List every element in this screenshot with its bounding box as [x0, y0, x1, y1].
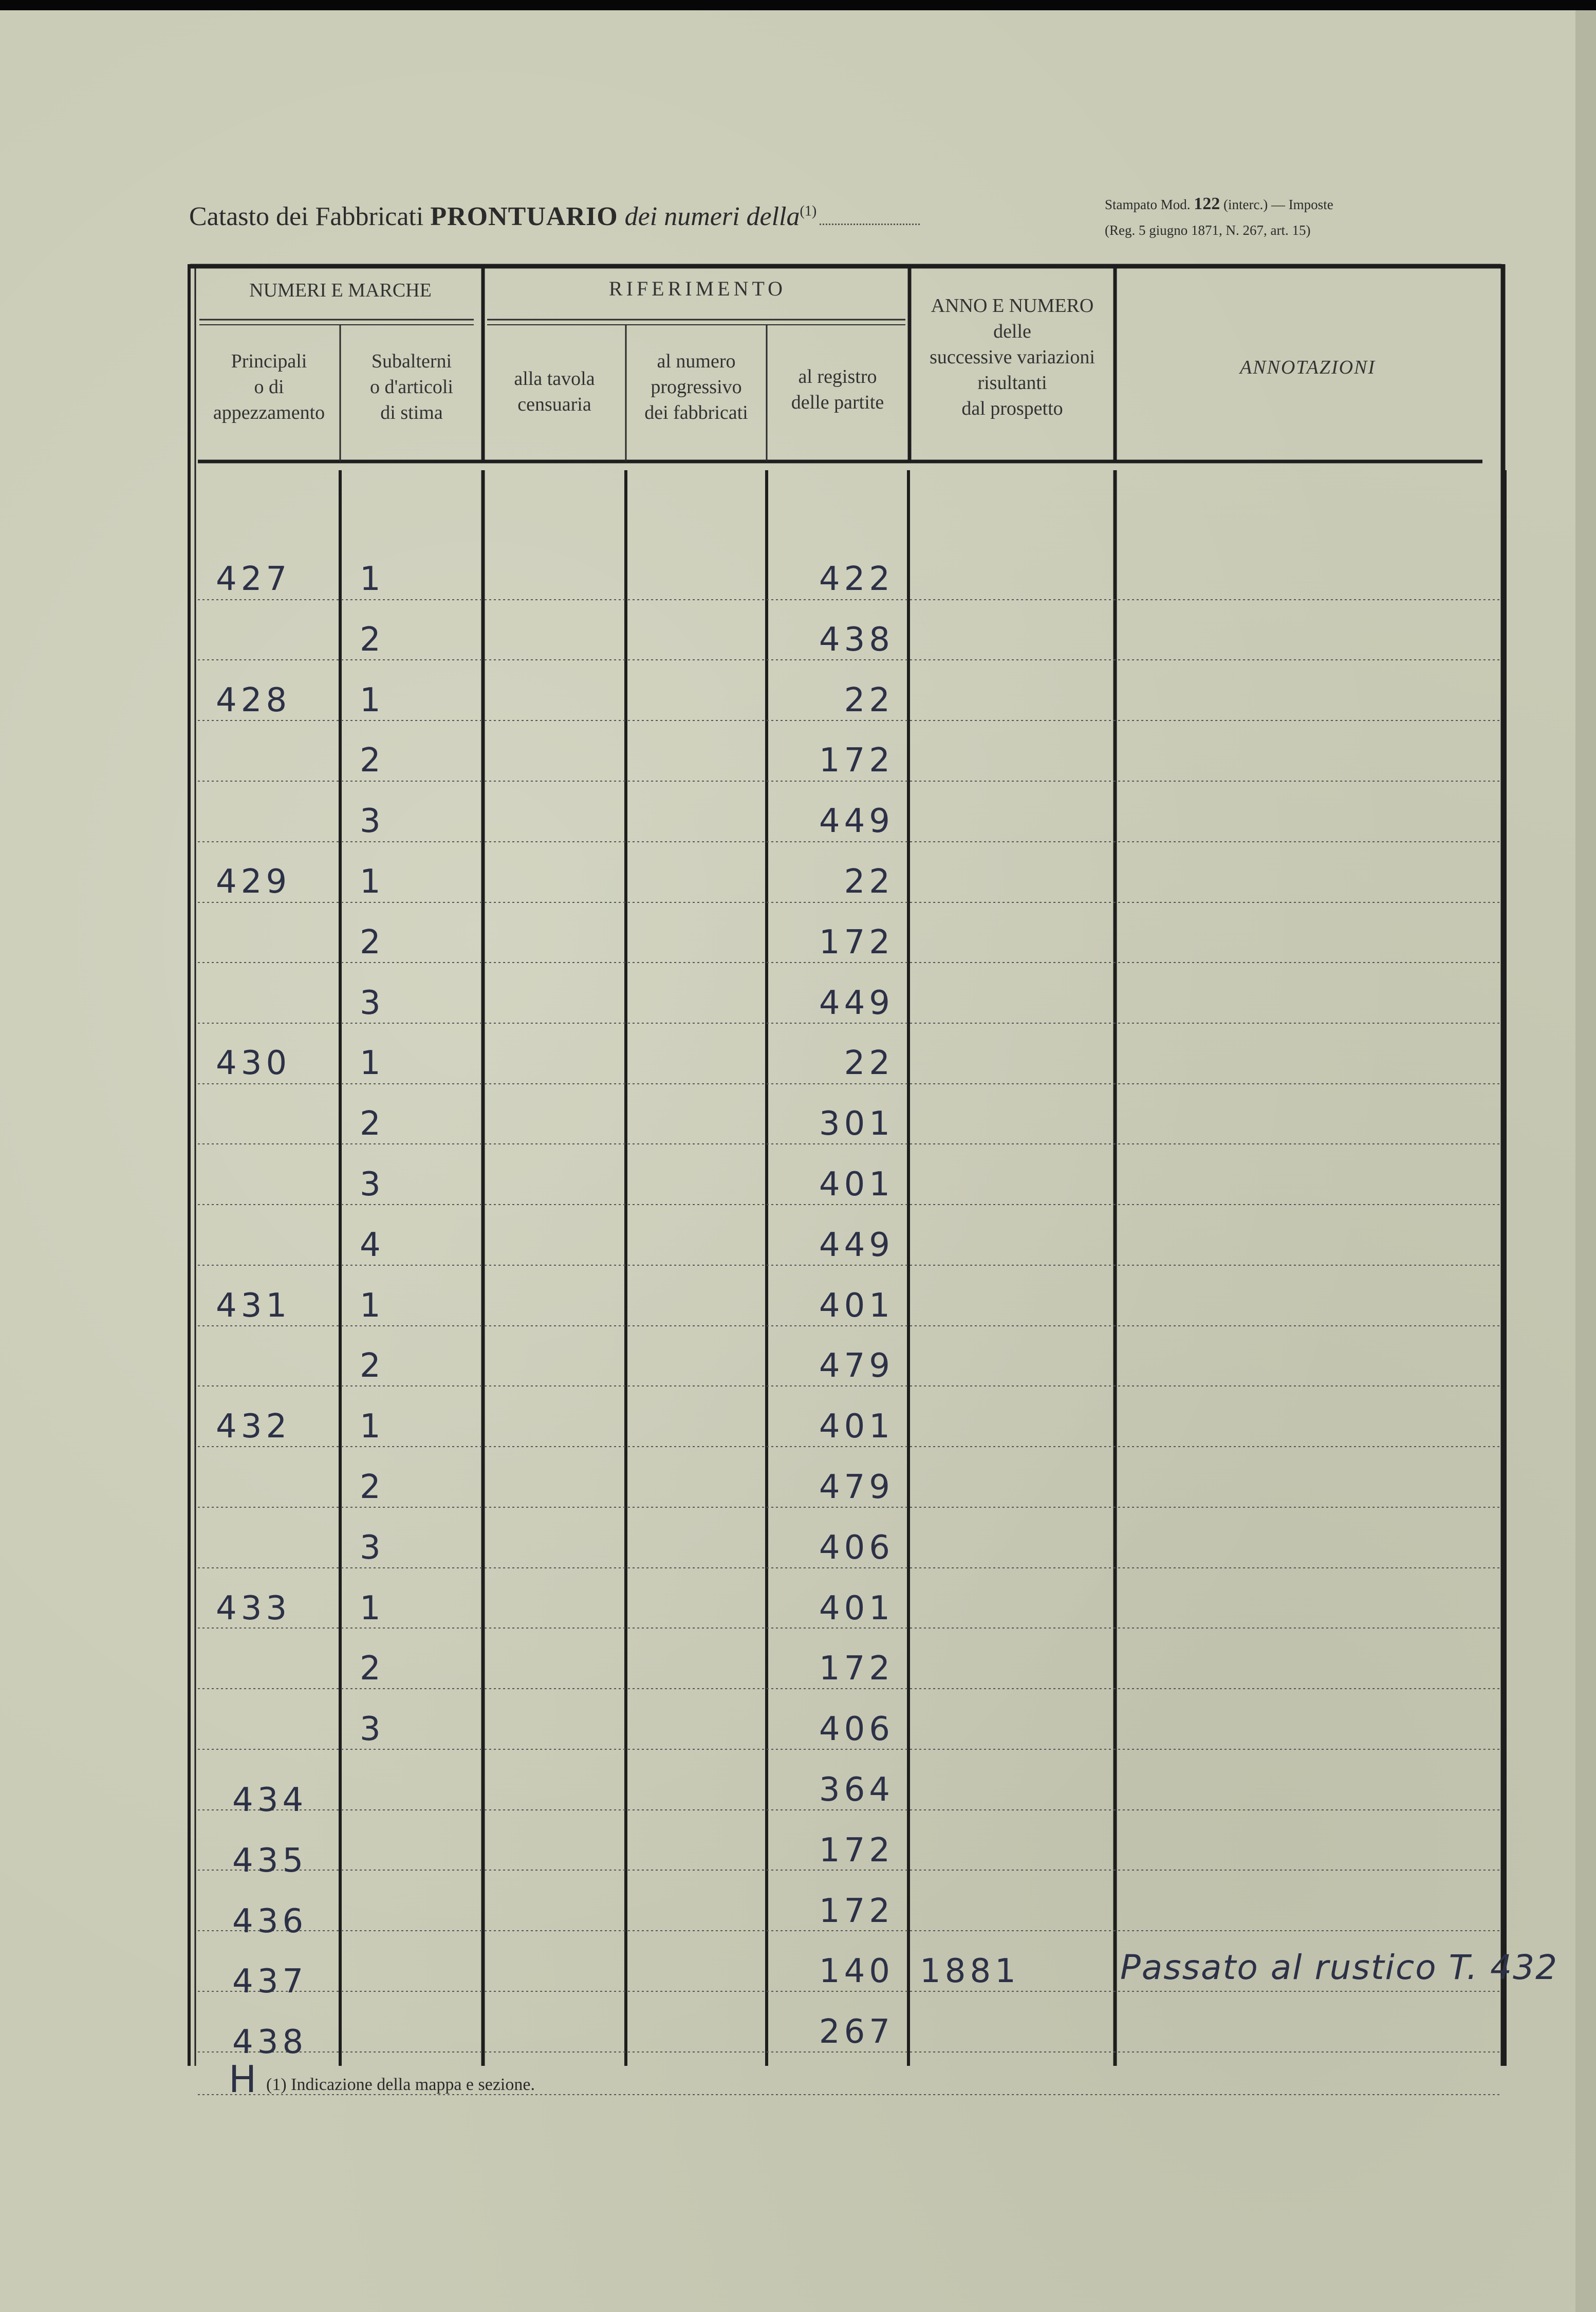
cell-registro: 172: [819, 1650, 894, 1688]
header-riferimento: RIFERIMENTO: [608, 277, 787, 300]
title-bold: PRONTUARIO: [430, 202, 618, 231]
cell-registro: 172: [819, 742, 894, 780]
header-subalterni-line3: di stima: [380, 402, 443, 423]
cell-registro: 401: [819, 1287, 894, 1325]
cell-registro: 406: [819, 1529, 894, 1567]
header-anno-line2: delle: [993, 321, 1031, 342]
header-subalterni-line2: o d'articoli: [370, 376, 453, 398]
header-principali-line2: o di: [254, 376, 284, 398]
cell-subalterno: 4: [360, 1226, 385, 1264]
cell-principale: 430: [216, 1044, 291, 1082]
header-progressivo-line3: dei fabbricati: [644, 402, 748, 423]
cell-registro: 22: [844, 1044, 894, 1082]
header-registro-line2: delle partite: [791, 392, 884, 413]
header-annotazioni: ANNOTAZIONI: [1239, 357, 1376, 378]
cell-registro: 438: [819, 621, 894, 659]
header-progressivo-line2: progressivo: [651, 376, 742, 398]
cell-principale: 431: [216, 1287, 291, 1325]
header-principali-line3: appezzamento: [213, 402, 325, 423]
cell-subalterno: 2: [360, 742, 385, 780]
cell-registro: 449: [819, 802, 894, 840]
cell-registro: 22: [844, 863, 894, 901]
header-tavola-line1: alla tavola: [514, 368, 595, 390]
cell-principale: 437: [232, 1963, 308, 2001]
header-anno-numero: [910, 293, 1115, 421]
cell-registro: 401: [819, 1589, 894, 1627]
cell-subalterno: 3: [360, 802, 385, 840]
cell-registro: 406: [819, 1710, 894, 1748]
header-anno-line1: ANNO E NUMERO: [931, 295, 1094, 317]
cell-subalterno: 1: [360, 1287, 385, 1325]
cell-registro: 140: [819, 1952, 894, 1990]
stamp-line-2: (Reg. 5 giugno 1871, N. 267, art. 15): [1105, 223, 1311, 238]
cell-registro: 364: [819, 1771, 894, 1809]
stamp-model-number: 122: [1194, 194, 1220, 213]
cell-registro: 22: [844, 681, 894, 719]
header-principali: [198, 348, 340, 426]
cell-subalterno: 1: [360, 1044, 385, 1082]
cell-principale: 429: [216, 863, 291, 901]
cell-registro: 449: [819, 1226, 894, 1264]
cell-subalterno: 1: [360, 560, 385, 598]
cell-registro: 422: [819, 560, 894, 598]
header-subalterni: [340, 348, 483, 426]
cell-registro: 479: [819, 1468, 894, 1506]
cell-registro: 401: [819, 1408, 894, 1446]
cell-principale: 428: [216, 681, 291, 719]
header-progressivo-line1: al numero: [657, 350, 736, 372]
header-tavola-line2: censuaria: [517, 394, 591, 415]
cell-anno: 1881: [920, 1952, 1020, 1990]
cell-subalterno: 2: [360, 1105, 385, 1143]
cell-subalterno: 3: [360, 1166, 385, 1204]
cell-subalterno: 1: [360, 1589, 385, 1627]
header-tavola: [483, 366, 626, 417]
cell-principale: 427: [216, 560, 291, 598]
header-registro: [767, 364, 908, 415]
header-anno-line5: dal prospetto: [961, 398, 1063, 419]
cell-principale: 438: [232, 2023, 308, 2061]
cell-subalterno: 1: [360, 681, 385, 719]
footnote: (1) Indicazione della mappa e sezione.: [266, 2075, 535, 2094]
title-italic: dei numeri della: [618, 202, 800, 231]
header-principali-line1: Principali: [231, 350, 307, 372]
cell-subalterno: 2: [360, 1468, 385, 1506]
title-prefix: Catasto dei Fabbricati: [189, 202, 431, 231]
cell-principale: 433: [216, 1589, 291, 1627]
cell-subalterno: 3: [360, 1710, 385, 1748]
header-anno-line3: successive variazioni: [930, 346, 1095, 368]
cell-annotazione: Passato al rustico T. 432: [1120, 1948, 1558, 1987]
stamp-prefix: Stampato Mod.: [1105, 197, 1194, 212]
cell-subalterno: 2: [360, 923, 385, 961]
stamp-suffix: (interc.) — Imposte: [1220, 197, 1333, 212]
header-registro-line1: al registro: [798, 366, 877, 387]
cell-registro: 301: [819, 1105, 894, 1143]
cell-registro: 172: [819, 1832, 894, 1870]
header-progressivo: [626, 348, 767, 426]
cell-registro: 172: [819, 1892, 894, 1930]
cell-subalterno: 1: [360, 1408, 385, 1446]
cell-principale: 435: [232, 1842, 308, 1880]
cell-principale: 436: [232, 1902, 308, 1940]
cell-principale: 434: [232, 1781, 308, 1819]
handwritten-mark: H: [229, 2058, 257, 2101]
cell-subalterno: 3: [360, 1529, 385, 1567]
cell-subalterno: 3: [360, 984, 385, 1022]
cell-registro: 479: [819, 1347, 894, 1385]
header-numeri-marche: NUMERI E MARCHE: [249, 280, 432, 301]
cell-registro: 449: [819, 984, 894, 1022]
title-footnote-ref: (1): [800, 203, 817, 219]
header-subalterni-line1: Subalterni: [371, 350, 452, 372]
cell-registro: 267: [819, 2013, 894, 2051]
cell-subalterno: 2: [360, 1347, 385, 1385]
cell-subalterno: 2: [360, 1650, 385, 1688]
cell-subalterno: 1: [360, 863, 385, 901]
cell-principale: 432: [216, 1408, 291, 1446]
cell-registro: 401: [819, 1166, 894, 1204]
cell-subalterno: 2: [360, 621, 385, 659]
header-anno-line4: risultanti: [977, 372, 1047, 394]
cell-registro: 172: [819, 923, 894, 961]
